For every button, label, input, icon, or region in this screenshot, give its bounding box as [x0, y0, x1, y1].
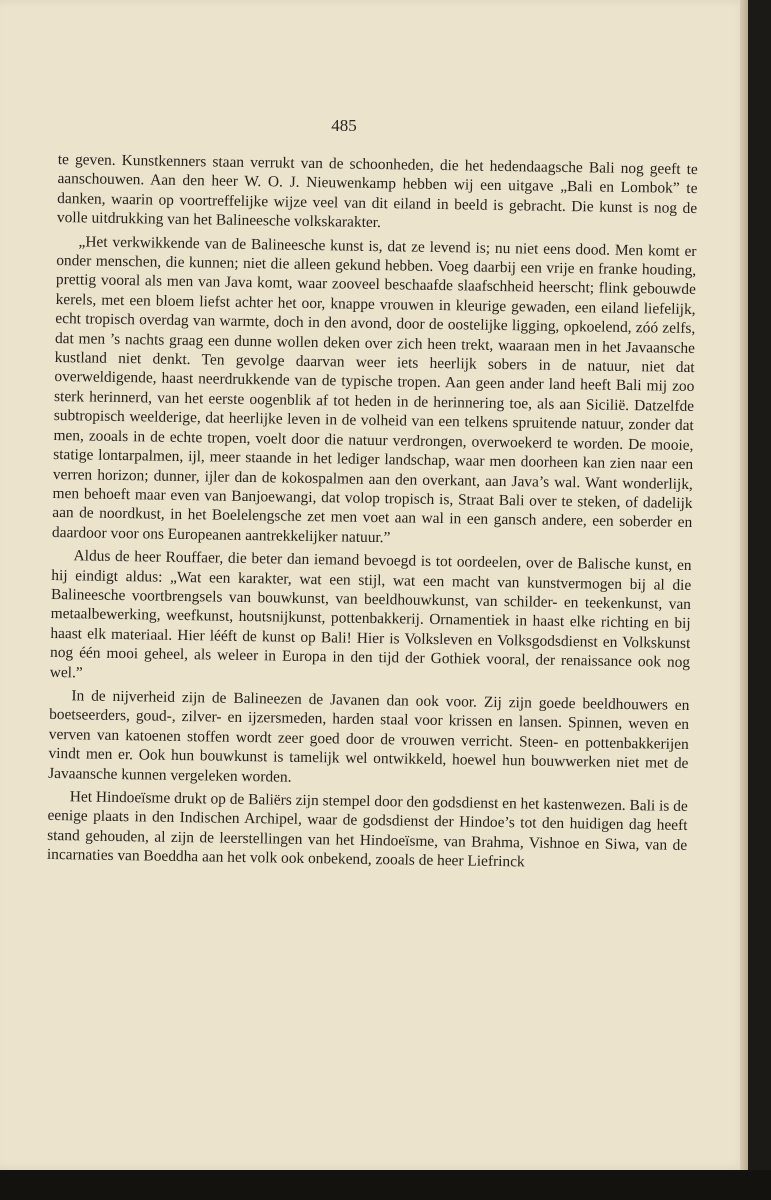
paragraph-1: te geven. Kunstkenners staan verrukt van de schoonheden, die het hedendaagsche Bali nog geeft te aanschouwen. Aan den heer W. O. J. Nieuwenkamp hebben wij een uitgave „Bali en Lombok” te danken, waarin op voortreffelijke wijze veel van dit eiland in beeld is gebracht. Die kunst is nog de volle uitdrukking van het Balineesche volkskarakter.: [56, 150, 698, 232]
paragraph-3: Aldus de heer Rouffaer, die beter dan iemand bevoegd is tot oordeelen, over de Balische kunst, en hij eindigt aldus: „Wat een karakter, wat een stijl, wat een macht van kunstvermogen bij al die Balineesche voortbrengsels van bouwkunst, van beeldhouwkunst, van schilder- en teekenkunst, van metaalbewerking, weefkunst, houtsnijkunst, pottenbakkerij. Ornamentiek in haast elke richting en bij haast elk materiaal. Hier lééft de kunst op Bali! Hier is Volksleven en Volksgodsdienst en Volkskunst nog één mooi geheel, als weleer in Europa in den tijd der Gothiek vooral, der renaissance ook nog wel.”: [49, 547, 692, 682]
page-number: 485: [331, 116, 357, 135]
paragraph-4: In de nijverheid zijn de Balineezen de Javanen dan ook voor. Zij zijn goede beeldhouwers en boetseerders, goud-, zilver- en ijzersmeden, harden staal voor krissen en lansen. Spinnen, weven en verven van katoenen stoffen wordt zeer goed door de vrouwen verricht. Steen- en pottenbakkerijen vindt men er. Ook hun bouwkunst is tamelijk wel ontwikkeld, hoewel hun bouwwerken niet met de Javaansche kunnen vergeleken worden.: [48, 687, 690, 786]
body-text: [47, 150, 698, 879]
scan-border: [0, 1170, 771, 1200]
page-edge: [740, 0, 748, 1170]
paragraph-5: Het Hindoeïsme drukt op de Baliërs zijn stempel door den godsdienst en het kastenwezen. Bali is de eenige plaats in den Indischen Archipel, waar de godsdienst der Hindoe’s tot den huidigen dag heeft stand gehouden, al zijn de leerstellingen van het Hindoeïsme, van Brahma, Vishnoe en Siwa, van de incarnaties van Boeddha aan het volk ook onbekend, zooals de heer Liefrinck: [46, 788, 688, 871]
paragraph-2: „Het verkwikkende van de Balineesche kunst is, dat ze levend is; nu niet eens dood. Men komt er onder menschen, die kunnen; niet die alleen gekund hebben. Voeg daarbij een vrije en franke houding, prettig vooral als men van Java komt, waar zooveel beschaafde slaafschheid heerscht; flink gebouwde kerels, met een bloem liefst achter het oor, knappe vrouwen in kleurige gewaden, een eiland liefelijk, echt tropisch overdag van warmte, doch in den avond, door de oostelijke ligging, opkoelend, zóó zelfs, dat men ’s nachts graag een dunne wollen deken over zich heen trekt, waaraan men in het Javaansche kustland niet denkt. Ten gevolge daarvan weer iets heerlijk sobers in de natuur, niet dat overweldigende, haast neerdrukkende van de typische tropen. Aan geen ander land heeft Bali mij zoo sterk herinnerd, van het eerste oogenblik af tot heden in de herinnering toe, als aan Sicilië. Datzelfde subtropisch weelderige, dat heerlijke leven in de volheid van een telkens spruitende natuur, zonder dat men, zooals in de echte tropen, voelt door die natuur verdrongen, overwoekerd te worden. De mooie, statige lontarpalmen, ijl, meer staande in het lediger landschap, waar men doorheen kan zien naar een verren horizon; dunner, ijler dan de kokospalmen aan den overkant, aan Java’s wal. Want wonderlijk, men behoeft maar even van Banjoewangi, dat volop tropisch is, Straat Bali over te steken, of dadelijk aan de noordkust, in het Boelelengsche zet men voet aan wal in een gansch andere, een soberder en daardoor voor ons Europeanen aantrekkelijker natuur.”: [51, 232, 697, 546]
